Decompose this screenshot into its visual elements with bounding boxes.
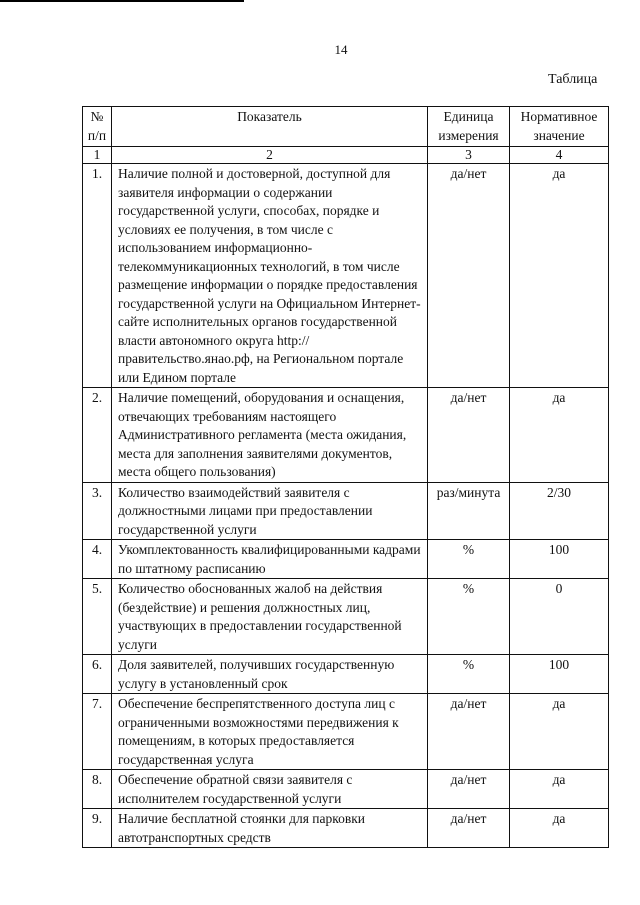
column-number-4: 4 — [510, 147, 609, 164]
row-indicator: Обеспечение беспрепятственного доступа лиц с ограниченными возможностями передвижения к помещениям, в которых предоставляется государственная услуга — [112, 694, 428, 770]
row-indicator: Обеспечение обратной связи заявителя с исполнителем государственной услуги — [112, 770, 428, 809]
header-norm — [510, 107, 609, 147]
table-row — [83, 579, 609, 655]
row-norm-value: да — [510, 388, 609, 483]
header-unit — [428, 107, 510, 147]
row-indicator: Наличие бесплатной стоянки для парковки автотранспортных средств — [112, 809, 428, 848]
row-unit: раз/минута — [428, 482, 510, 540]
column-number-2: 2 — [112, 147, 428, 164]
row-indicator: Количество обоснованных жалоб на действия (бездействие) и решения должностных лиц, участвующих в предоставлении государственной услуги — [112, 579, 428, 655]
row-unit: да/нет — [428, 694, 510, 770]
row-indicator: Доля заявителей, получивших государственную услугу в установленный срок — [112, 655, 428, 694]
row-number: 7. — [83, 694, 112, 770]
column-numbers-row — [83, 147, 609, 164]
row-norm-value: 100 — [510, 540, 609, 579]
table-row — [83, 482, 609, 540]
row-indicator: Количество взаимодействий заявителя с должностными лицами при предоставлении государственной услуги — [112, 482, 428, 540]
table-row — [83, 540, 609, 579]
row-unit: да/нет — [428, 388, 510, 483]
row-indicator: Наличие помещений, оборудования и оснащения, отвечающих требованиям настоящего Административного регламента (места ожидания, места для заполнения заявителями документов, места общего пользования) — [112, 388, 428, 483]
row-unit: да/нет — [428, 770, 510, 809]
table-container — [82, 106, 608, 848]
row-indicator: Укомплектованность квалифицированными кадрами по штатному расписанию — [112, 540, 428, 579]
header-indicator: Показатель — [112, 107, 428, 147]
row-norm-value: 100 — [510, 655, 609, 694]
row-unit: да/нет — [428, 164, 510, 388]
header-unit-line1: Единица — [443, 109, 494, 124]
top-rule — [0, 0, 244, 2]
table-row — [83, 388, 609, 483]
row-number: 8. — [83, 770, 112, 809]
table-row — [83, 655, 609, 694]
row-number: 9. — [83, 809, 112, 848]
page-number: 14 — [334, 42, 348, 57]
table-caption: Таблица — [548, 72, 598, 87]
header-unit-line2: измерения — [438, 127, 499, 143]
row-norm-value: да — [510, 164, 609, 388]
column-number-3: 3 — [428, 147, 510, 164]
row-number: 4. — [83, 540, 112, 579]
row-number: 3. — [83, 482, 112, 540]
row-norm-value: да — [510, 694, 609, 770]
table-row — [83, 164, 609, 388]
row-norm-value: да — [510, 770, 609, 809]
row-unit: % — [428, 579, 510, 655]
table-row — [83, 694, 609, 770]
table-row — [83, 809, 609, 848]
header-norm-line1: Нормативное — [520, 109, 598, 124]
header-num — [83, 107, 112, 147]
header-num-line1: № — [90, 109, 104, 124]
row-number: 6. — [83, 655, 112, 694]
row-norm-value: 0 — [510, 579, 609, 655]
table-row — [83, 770, 609, 809]
column-number-1: 1 — [83, 147, 112, 164]
row-number: 2. — [83, 388, 112, 483]
indicators-table — [82, 106, 609, 848]
row-indicator: Наличие полной и достоверной, доступной для заявителя информации о содержании государственной услуги, способах, порядке и условиях ее получения, в том числе с использованием информационно-телекоммуникационных технологий, в том числе размещение информации о порядке предоставления государственной услуги на Официальном Интернет-сайте исполнительных органов государственной власти автономного округа http://правительство.янао.рф, на Региональном портале или Едином портале — [112, 164, 428, 388]
row-unit: % — [428, 655, 510, 694]
row-norm-value: да — [510, 809, 609, 848]
table-header-row — [83, 107, 609, 147]
row-number: 5. — [83, 579, 112, 655]
row-unit: да/нет — [428, 809, 510, 848]
header-norm-line2: значение — [533, 127, 585, 143]
row-number: 1. — [83, 164, 112, 388]
row-norm-value: 2/30 — [510, 482, 609, 540]
row-unit: % — [428, 540, 510, 579]
header-num-line2: п/п — [87, 127, 107, 143]
